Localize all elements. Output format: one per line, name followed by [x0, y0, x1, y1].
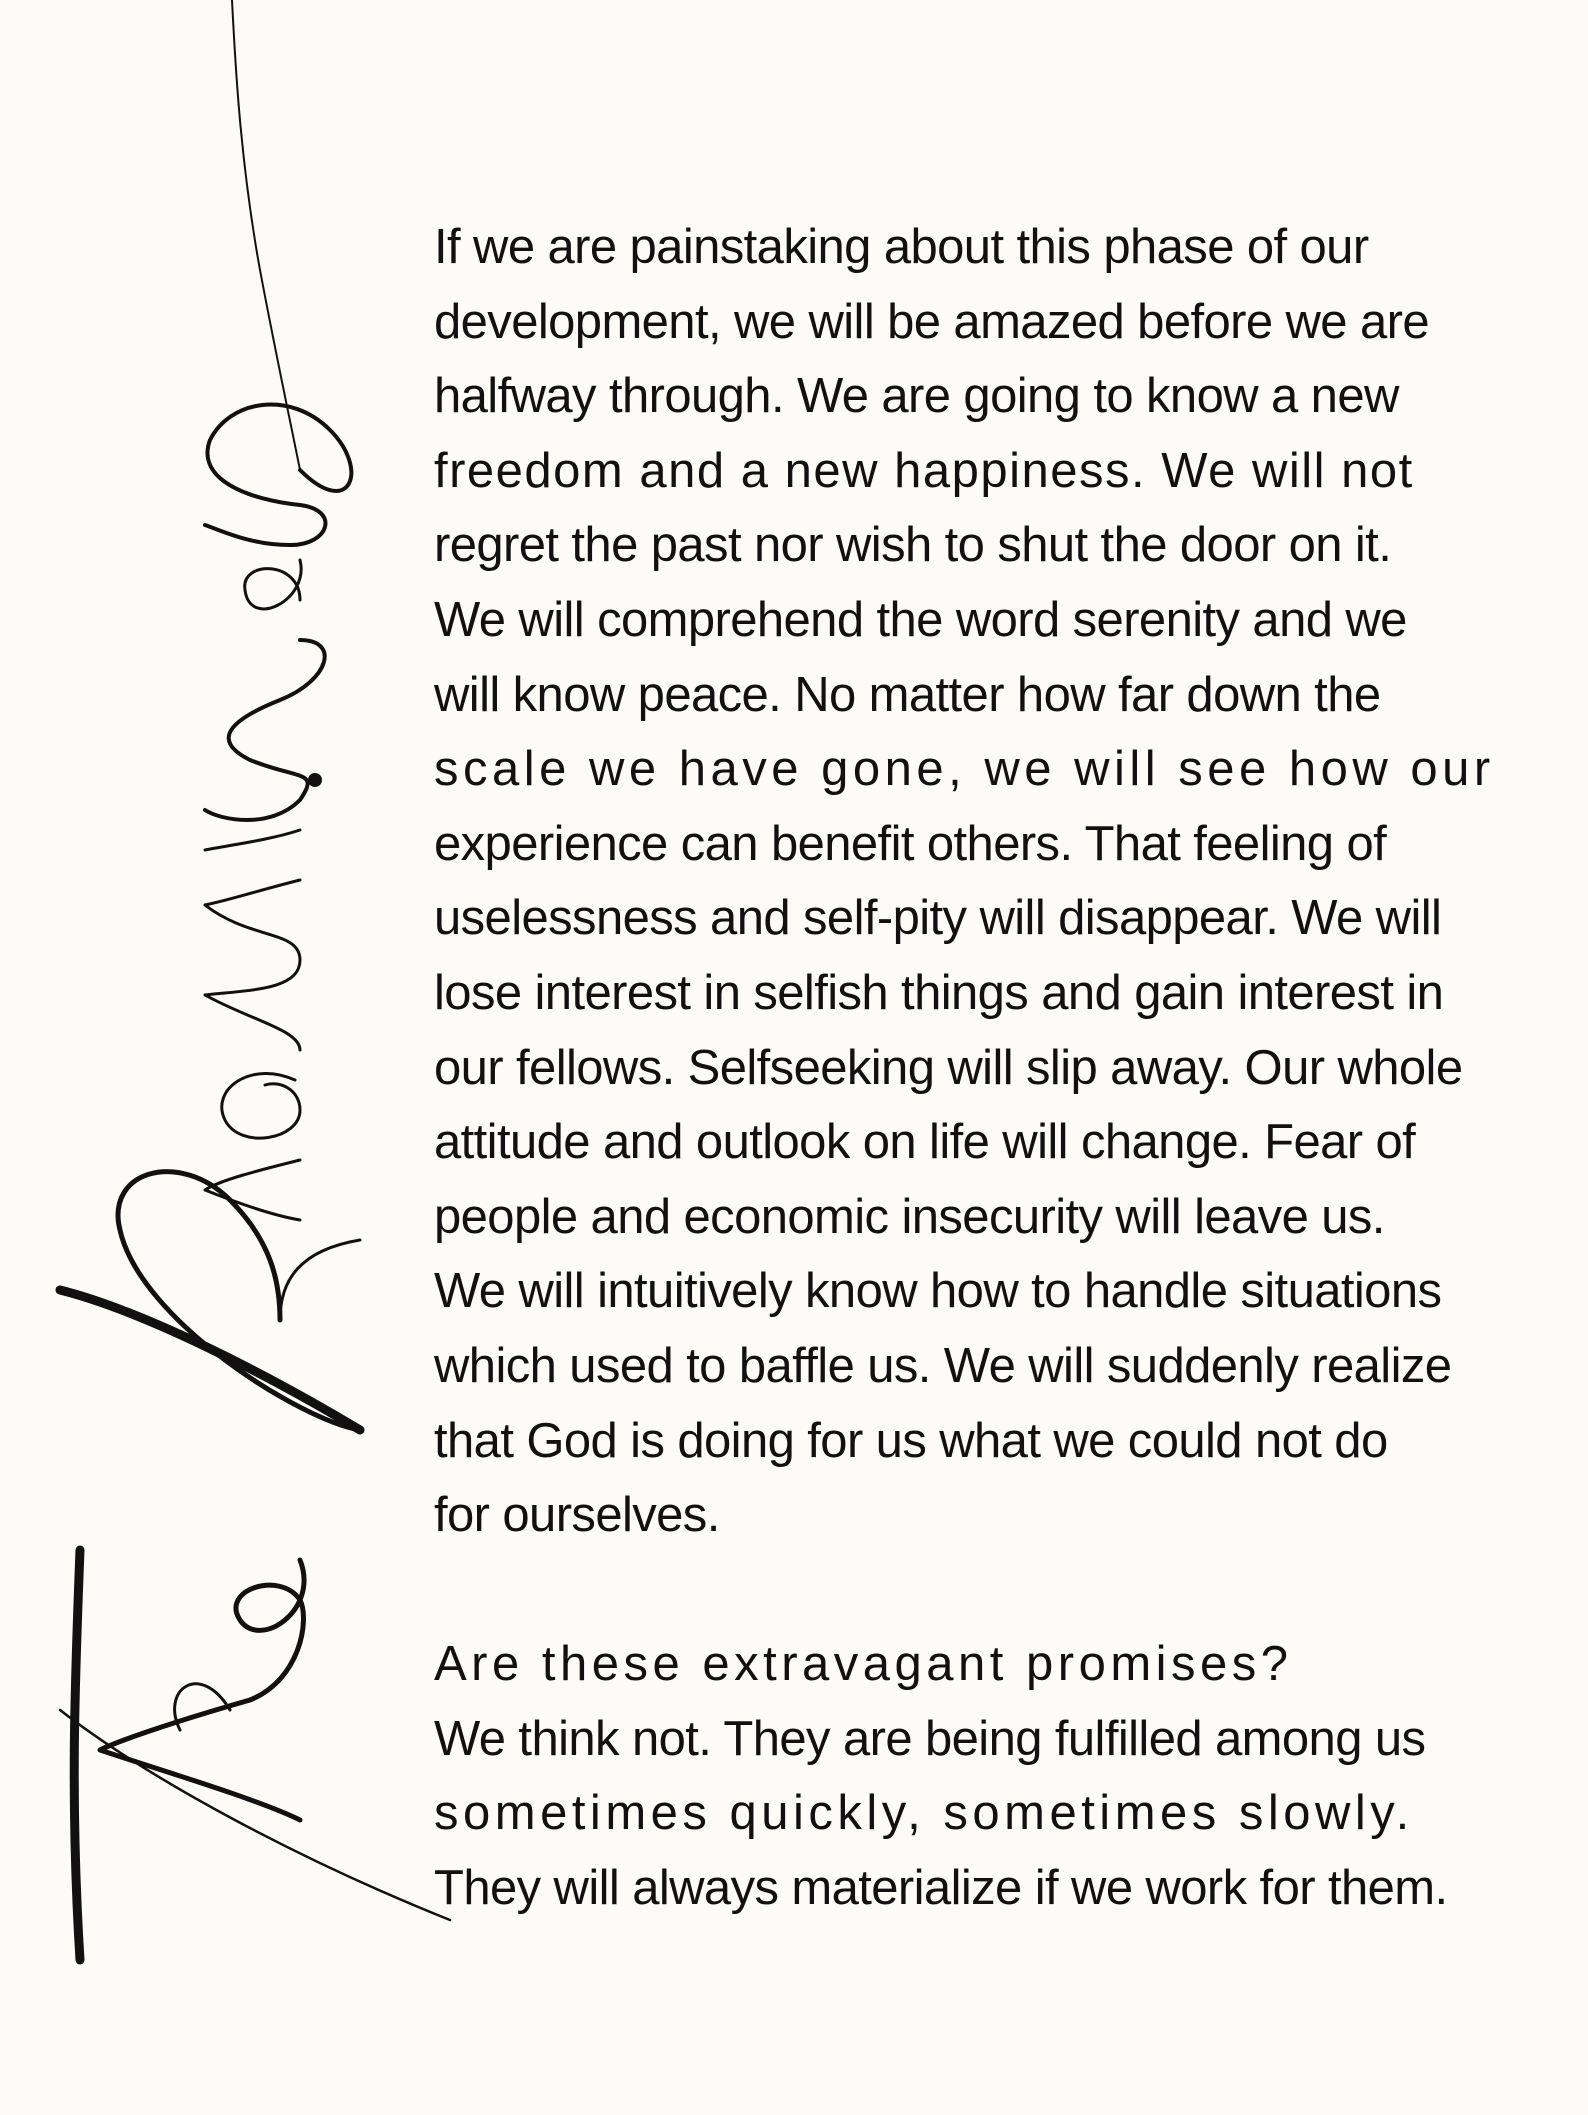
text-line: development, we will be amazed before we are: [434, 294, 1429, 349]
page-title: [214, 294, 447, 2026]
text-line: experience can benefit others. That feeling of: [434, 816, 1387, 871]
text-line: regret the past nor wish to shut the door on it.: [434, 518, 1392, 573]
text-line: If we are painstaking about this phase of our: [434, 220, 1369, 274]
promises-text: [434, 210, 1514, 1926]
text-line: uselessness and self-pity will disappear. We will: [434, 891, 1442, 946]
text-line: our fellows. Selfseeking will slip away. Our whole: [434, 1040, 1463, 1095]
paragraph-closing: [434, 1627, 1514, 1925]
text-line: lose interest in selfish things and gain interest in: [434, 965, 1444, 1020]
text-line: that God is doing for us what we could not do: [434, 1413, 1388, 1468]
text-line: They will always materialize if we work for them.: [434, 1861, 1448, 1916]
text-line: will know peace. No matter how far down the: [434, 667, 1381, 722]
text-line: freedom and a new happiness. We will not: [434, 443, 1414, 498]
paragraph-main: [434, 210, 1514, 1553]
text-line: for ourselves.: [434, 1488, 720, 1543]
text-line: people and economic insecurity will leave us.: [434, 1189, 1385, 1244]
text-line: sometimes quickly, sometimes slowly.: [434, 1786, 1414, 1841]
text-line: scale we have gone, we will see how our: [434, 742, 1495, 797]
letter-t-stem: [74, 1550, 80, 1960]
text-line: We think not. They are being fulfilled among us: [434, 1711, 1426, 1766]
text-line: which used to baffle us. We will suddenly realize: [434, 1338, 1452, 1393]
text-line: We will comprehend the word serenity and we: [434, 592, 1407, 647]
text-line: We will intuitively know how to handle situations: [434, 1264, 1442, 1319]
text-line: Are these extravagant promises?: [434, 1637, 1293, 1692]
text-line: attitude and outlook on life will change. Fear of: [434, 1115, 1416, 1170]
text-line: halfway through. We are going to know a new: [434, 369, 1399, 424]
paragraph-gap: [434, 1553, 1514, 1628]
